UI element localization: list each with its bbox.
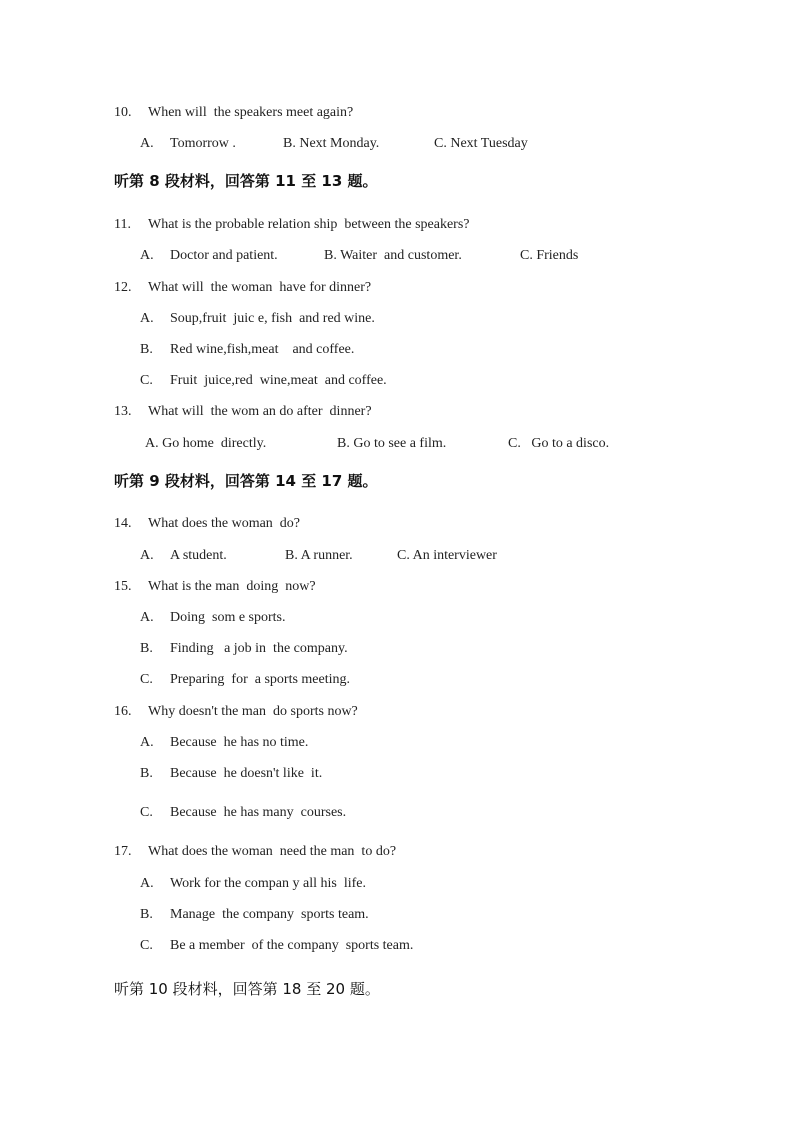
option-10a	[140, 135, 236, 153]
option-text: Because he doesn't like it.	[170, 766, 323, 781]
question-number: 17.	[114, 844, 132, 859]
option-letter: B.	[324, 248, 337, 263]
section-heading-8: 听第 8 段材料，回答第 11 至 13 题。	[114, 172, 378, 190]
option-letter: A.	[140, 248, 154, 263]
option-14c	[397, 547, 497, 565]
question-text: Why doesn't the man do sports now?	[148, 704, 358, 719]
option-text: Because he has many courses.	[170, 805, 347, 820]
option-letter: C.	[140, 373, 153, 388]
option-letter: B.	[283, 136, 296, 151]
option-11c	[520, 247, 578, 265]
option-text: An interviewer	[412, 548, 497, 563]
option-text: Go to a disco.	[531, 436, 610, 451]
option-letter: B.	[140, 641, 153, 656]
question-10	[114, 104, 353, 122]
option-text: Be a member of the company sports team.	[170, 938, 414, 953]
option-letter: A.	[140, 610, 154, 625]
option-13c	[508, 435, 609, 453]
question-number: 12.	[114, 280, 132, 295]
question-number: 15.	[114, 579, 132, 594]
option-text: Doing som e sports.	[170, 610, 286, 625]
option-12b	[140, 341, 354, 359]
option-letter: B.	[140, 766, 153, 781]
option-text: Next Monday.	[299, 136, 380, 151]
option-11b	[324, 247, 462, 265]
option-text: Because he has no time.	[170, 735, 309, 750]
question-text: What is the man doing now?	[148, 579, 316, 594]
option-12c	[140, 372, 387, 390]
option-letter: A.	[140, 136, 154, 151]
option-16a	[140, 734, 308, 752]
option-letter: C.	[140, 672, 153, 687]
option-13b	[337, 435, 446, 453]
question-number: 14.	[114, 516, 132, 531]
question-14	[114, 515, 300, 533]
option-10c	[434, 135, 528, 153]
question-text: What will the wom an do after dinner?	[148, 404, 372, 419]
question-number: 10.	[114, 105, 132, 120]
option-17a	[140, 875, 366, 893]
option-letter: B.	[285, 548, 298, 563]
option-text: Tomorrow .	[170, 136, 236, 151]
option-12a	[140, 310, 375, 328]
option-text: Go to see a film.	[353, 436, 447, 451]
question-17	[114, 843, 396, 861]
option-text: Waiter and customer.	[340, 248, 462, 263]
question-text: What does the woman do?	[148, 516, 301, 531]
question-13	[114, 403, 372, 421]
option-text: Soup,fruit juic e, fish and red wine.	[170, 311, 375, 326]
question-15	[114, 578, 316, 596]
option-letter: A.	[140, 735, 154, 750]
option-letter: B.	[337, 436, 350, 451]
option-text: A runner.	[300, 548, 353, 563]
option-17c	[140, 937, 413, 955]
option-text: Work for the compan y all his life.	[170, 876, 366, 891]
option-text: A student.	[170, 548, 227, 563]
option-letter: C.	[140, 938, 153, 953]
question-number: 16.	[114, 704, 132, 719]
section-heading-9: 听第 9 段材料，回答第 14 至 17 题。	[114, 472, 378, 490]
option-10b	[283, 135, 379, 153]
option-text: Next Tuesday	[450, 136, 528, 151]
option-text: Finding a job in the company.	[170, 641, 348, 656]
option-text: Fruit juice,red wine,meat and coffee.	[170, 373, 387, 388]
option-text: Go home directly.	[162, 436, 267, 451]
option-letter: A.	[140, 876, 154, 891]
option-letter: A.	[145, 436, 159, 451]
option-text: Manage the company sports team.	[170, 907, 369, 922]
option-14a	[140, 547, 227, 565]
option-letter: C.	[434, 136, 447, 151]
option-letter: B.	[140, 342, 153, 357]
question-11	[114, 216, 470, 234]
option-text: Friends	[536, 248, 579, 263]
option-text: Preparing for a sports meeting.	[170, 672, 351, 687]
option-text: Doctor and patient.	[170, 248, 278, 263]
question-16	[114, 703, 358, 721]
option-letter: B.	[140, 907, 153, 922]
question-text: What does the woman need the man to do?	[148, 844, 397, 859]
question-text: What will the woman have for dinner?	[148, 280, 372, 295]
option-letter: C.	[397, 548, 410, 563]
option-11a	[140, 247, 278, 265]
option-15a	[140, 609, 286, 627]
option-letter: C.	[508, 436, 521, 451]
question-text: What is the probable relation ship between the speakers?	[148, 217, 470, 232]
question-text: When will the speakers meet again?	[148, 105, 354, 120]
option-13a	[145, 435, 266, 453]
question-number: 11.	[114, 217, 131, 232]
option-16c	[140, 804, 346, 822]
question-number: 13.	[114, 404, 132, 419]
option-15b	[140, 640, 348, 658]
option-letter: C.	[520, 248, 533, 263]
option-16b	[140, 765, 322, 783]
section-heading-10: 听第 10 段材料，回答第 18 至 20 题。	[114, 980, 380, 998]
option-letter: C.	[140, 805, 153, 820]
option-15c	[140, 671, 350, 689]
option-14b	[285, 547, 353, 565]
question-12	[114, 279, 371, 297]
option-17b	[140, 906, 369, 924]
option-text: Red wine,fish,meat and coffee.	[170, 342, 355, 357]
option-letter: A.	[140, 548, 154, 563]
option-letter: A.	[140, 311, 154, 326]
